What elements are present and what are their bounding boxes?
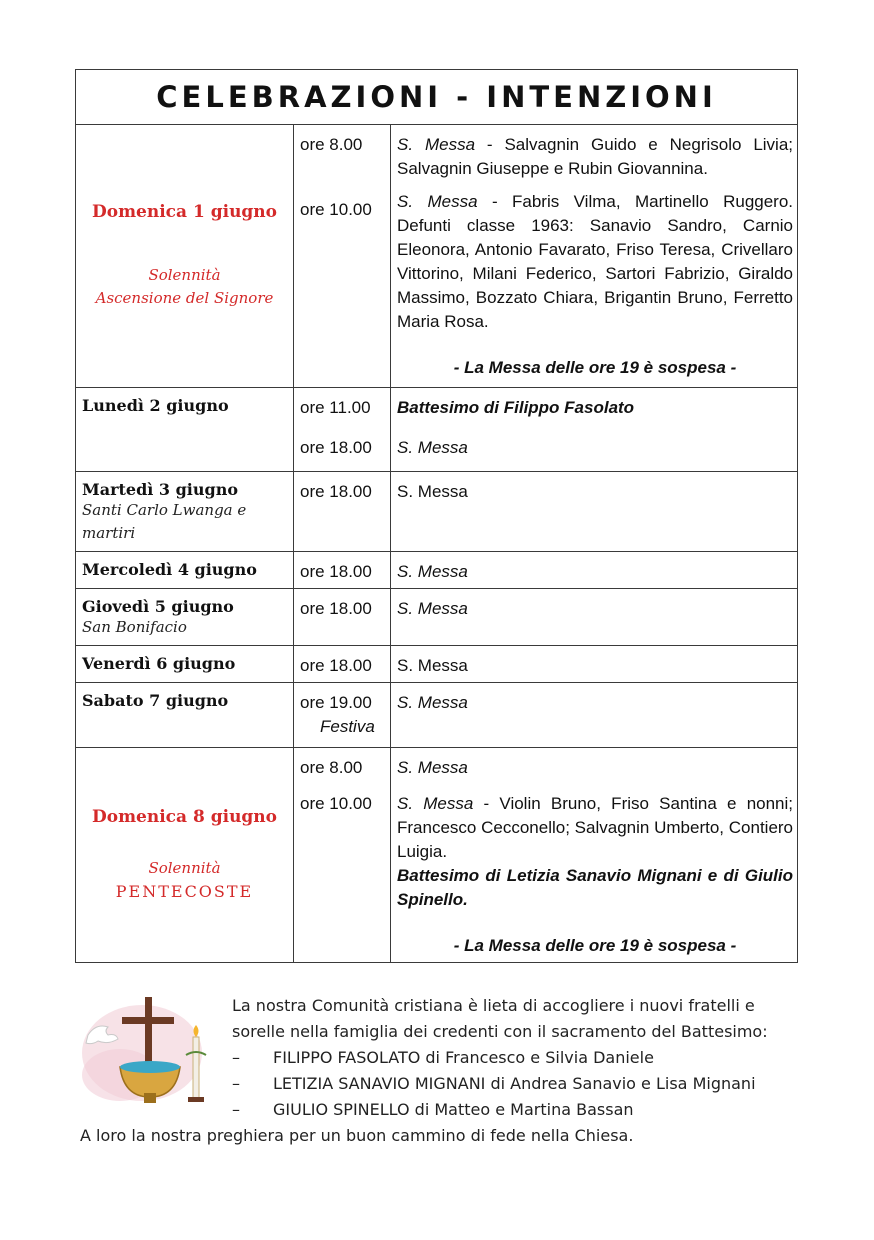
announcement-intro: La nostra Comunità cristiana è lieta di accogliere i nuovi fratelli e sorelle nella famiglia dei credenti con il sacramento del Battesimo: xyxy=(232,996,768,1041)
time-label: ore 8.00 xyxy=(300,758,363,777)
schedule-row xyxy=(76,388,798,472)
baptized-name: LETIZIA SANAVIO MIGNANI di Andrea Sanavio e Lisa Mignani xyxy=(273,1074,756,1093)
day-cell xyxy=(76,388,294,472)
day-label: Mercoledì 4 giugno xyxy=(82,560,257,579)
saint-label: San Bonifacio xyxy=(82,618,187,636)
feast-name: Ascensione del Signore xyxy=(95,289,274,307)
day-label: Domenica 1 giugno xyxy=(91,202,278,222)
time-label: ore 18.00 xyxy=(300,599,372,618)
time-cell xyxy=(294,388,391,472)
time-cell xyxy=(294,646,391,683)
schedule-table xyxy=(75,69,798,963)
intention-text: Battesimo di Filippo Fasolato xyxy=(397,398,635,417)
list-dash: – xyxy=(232,1074,240,1093)
time-label: ore 11.00 xyxy=(300,398,371,417)
time-label: ore 8.00 xyxy=(300,135,363,154)
schedule-row xyxy=(76,683,798,748)
day-cell xyxy=(76,472,294,552)
intention-text: S. Messa xyxy=(397,693,468,712)
list-item xyxy=(232,1097,810,1123)
day-cell xyxy=(76,125,294,388)
schedule-row xyxy=(76,589,798,646)
feast-name: PENTECOSTE xyxy=(115,882,254,901)
schedule-row xyxy=(76,646,798,683)
day-cell xyxy=(76,748,294,963)
intention-cell xyxy=(391,683,798,748)
intention-text: S. Messa xyxy=(397,482,468,501)
list-dash: – xyxy=(232,1048,240,1067)
time-label: ore 10.00 xyxy=(300,794,372,813)
baptized-name: FILIPPO FASOLATO di Francesco e Silvia Daniele xyxy=(273,1048,654,1067)
announcement-closing: A loro la nostra preghiera per un buon cammino di fede nella Chiesa. xyxy=(80,1126,634,1145)
day-label: Giovedì 5 giugno xyxy=(82,597,234,616)
day-label: Sabato 7 giugno xyxy=(82,691,229,710)
festiva-label: Festiva xyxy=(320,717,375,736)
schedule-row xyxy=(76,748,798,963)
saint-label: Santi Carlo Lwanga e martiri xyxy=(82,501,247,542)
time-cell xyxy=(294,683,391,748)
intention-text: S. Messa xyxy=(397,562,468,581)
time-label: ore 18.00 xyxy=(300,438,372,457)
intention-cell xyxy=(391,125,798,388)
intention-text: S. Messa - Violin Bruno, Friso Santina e nonni; Francesco Cecconello; Salvagnin Umberto, Contiero Luigia. xyxy=(397,794,794,861)
time-label: ore 19.00 xyxy=(300,693,372,712)
title-row xyxy=(76,70,798,125)
time-label: ore 18.00 xyxy=(300,562,372,581)
day-cell xyxy=(76,589,294,646)
day-cell xyxy=(76,646,294,683)
baptism-announcement xyxy=(80,993,810,1149)
intention-cell xyxy=(391,472,798,552)
time-cell xyxy=(294,748,391,963)
suspension-note: - La Messa delle ore 19 è sospesa - xyxy=(453,936,737,955)
baptism-text: Battesimo di Letizia Sanavio Mignani e di Giulio Spinello. xyxy=(397,866,794,909)
time-cell xyxy=(294,589,391,646)
intention-cell xyxy=(391,589,798,646)
schedule-row xyxy=(76,125,798,388)
intention-cell xyxy=(391,552,798,589)
day-cell xyxy=(76,552,294,589)
baptized-name: GIULIO SPINELLO di Matteo e Martina Bassan xyxy=(273,1100,634,1119)
page-title: CELEBRAZIONI - INTENZIONI xyxy=(76,70,798,125)
time-label: ore 18.00 xyxy=(300,482,372,501)
day-label: Domenica 8 giugno xyxy=(91,807,278,827)
intention-text: S. Messa xyxy=(397,656,468,675)
schedule-row xyxy=(76,552,798,589)
feast-label: Solennità xyxy=(148,266,221,284)
intention-text: S. Messa xyxy=(397,438,468,457)
time-cell xyxy=(294,125,391,388)
time-label: ore 10.00 xyxy=(300,200,372,219)
time-cell xyxy=(294,552,391,589)
intention-text: S. Messa - Fabris Vilma, Martinello Ruggero. Defunti classe 1963: Sanavio Sandro, Carnio Eleonora, Antonio Favarato, Friso Teresa, Crivellaro Vittorino, Milani Federico, Sartori Fabrizio, Giraldo Massimo, Bozzato Chiara, Brigantin Bruno, Ferretto Maria Rosa. xyxy=(397,192,794,331)
schedule-row xyxy=(76,472,798,552)
intention-cell xyxy=(391,388,798,472)
list-item xyxy=(232,1045,810,1071)
day-label: Lunedì 2 giugno xyxy=(82,396,229,415)
day-label: Venerdì 6 giugno xyxy=(82,654,236,673)
intention-text: S. Messa - Salvagnin Guido e Negrisolo Livia; Salvagnin Giuseppe e Rubin Giovannina. xyxy=(397,135,794,178)
intention-cell xyxy=(391,748,798,963)
intention-text: S. Messa xyxy=(397,758,468,777)
list-dash: – xyxy=(232,1100,240,1119)
intention-cell xyxy=(391,646,798,683)
suspension-note: - La Messa delle ore 19 è sospesa - xyxy=(453,358,737,377)
time-cell xyxy=(294,472,391,552)
time-label: ore 18.00 xyxy=(300,656,372,675)
list-item xyxy=(232,1071,810,1097)
feast-label: Solennità xyxy=(148,859,221,877)
intention-text: S. Messa xyxy=(397,599,468,618)
day-label: Martedì 3 giugno xyxy=(82,480,239,499)
day-cell xyxy=(76,683,294,748)
